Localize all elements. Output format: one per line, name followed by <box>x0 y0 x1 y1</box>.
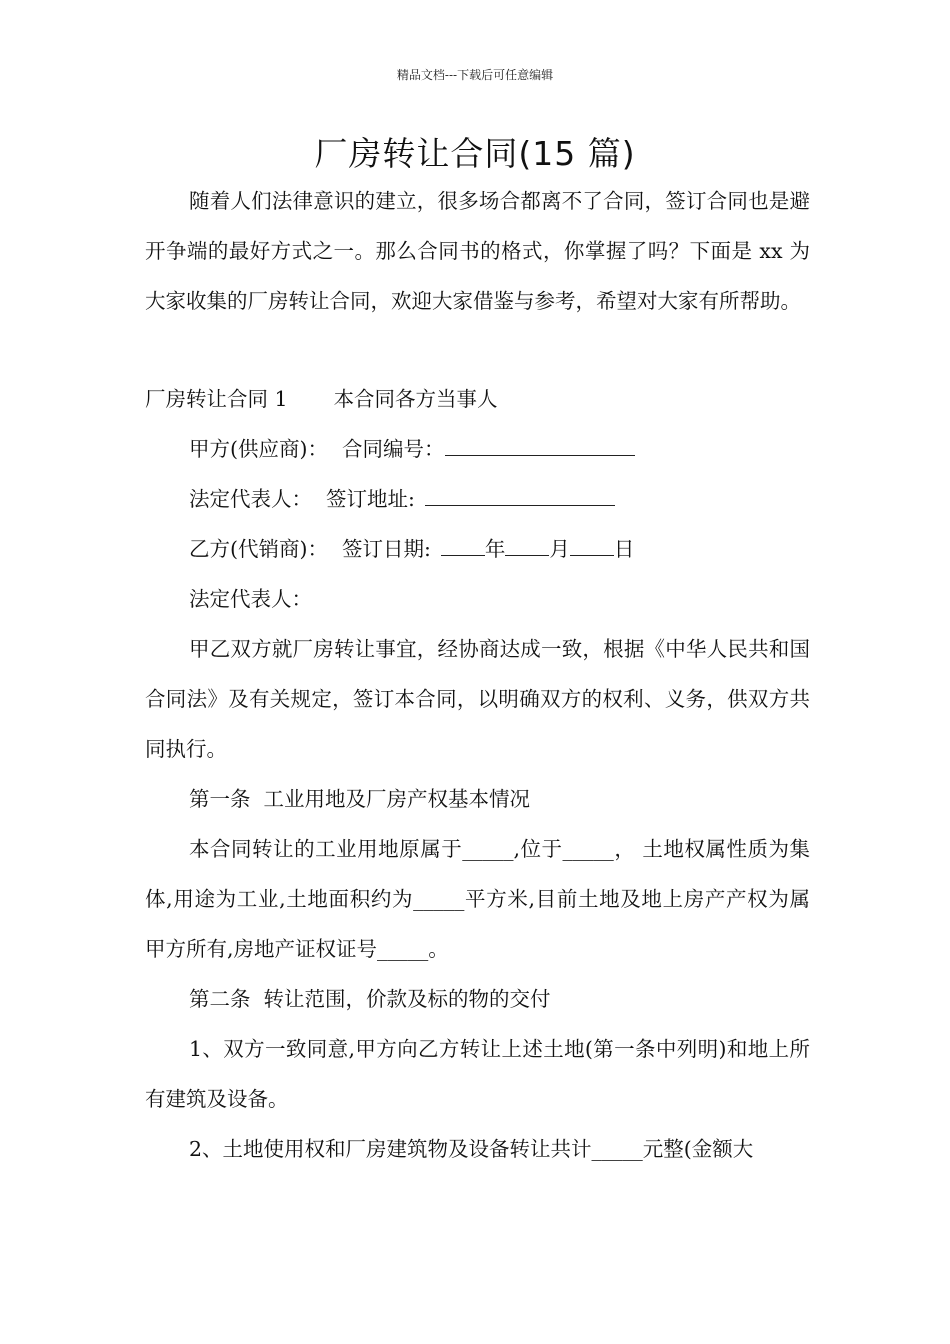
article-2-item-2: 2、土地使用权和厂房建筑物及设备转让共计_____元整(金额大 <box>189 1137 754 1161</box>
contract-heading: 厂房转让合同 1 <box>145 387 288 411</box>
rep-line-2 <box>145 574 810 624</box>
intro-paragraph: 随着人们法律意识的建立，很多场合都离不了合同，签订合同也是避开争端的最好方式之一。那么合同书的格式，你掌握了吗？下面是 xx 为大家收集的厂房转让合同，欢迎大家借鉴与参考，希望对大家有所帮助。 <box>145 189 810 313</box>
contract-heading-line <box>145 374 810 424</box>
sign-date-label: 签订日期: <box>342 537 431 561</box>
contract-no-label: 合同编号： <box>342 437 445 461</box>
party-a-line <box>145 424 810 474</box>
document-body <box>145 176 810 1174</box>
sign-place-label: 签订地址: <box>326 487 415 511</box>
page-header: 精品文档---下载后可任意编辑 <box>396 68 554 82</box>
rep-line <box>145 474 810 524</box>
rep-label-2: 法定代表人： <box>189 587 312 611</box>
article-1-body: 本合同转让的工业用地原属于_____,位于_____， 土地权属性质为集体,用途为工业,土地面积约为_____平方米,目前土地及地上房产产权为属甲方所有,房地产证权证号_____。 <box>145 837 810 961</box>
day-blank <box>570 533 614 556</box>
contract-no-blank <box>445 433 635 456</box>
rep-label: 法定代表人： <box>189 487 312 511</box>
preamble-paragraph: 甲乙双方就厂房转让事宜，经协商达成一致，根据《中华人民共和国合同法》及有关规定，签订本合同，以明确双方的权利、义务，供双方共同执行。 <box>145 637 810 761</box>
article-2-item-1: 1、双方一致同意,甲方向乙方转让上述土地(第一条中列明)和地上所有建筑及设备。 <box>145 1037 810 1111</box>
sign-place-blank <box>425 483 615 506</box>
day-label: 日 <box>613 537 635 561</box>
parties-label: 本合同各方当事人 <box>333 387 498 411</box>
month-label: 月 <box>549 537 570 561</box>
article-1-title: 第一条 工业用地及厂房产权基本情况 <box>189 787 531 811</box>
party-b-line <box>145 524 810 574</box>
year-blank <box>441 533 485 556</box>
year-label: 年 <box>484 537 506 561</box>
article-2-title: 第二条 转让范围，价款及标的物的交付 <box>189 987 551 1011</box>
paragraph-gap <box>145 326 810 374</box>
party-a-label: 甲方(供应商)： <box>189 437 328 461</box>
month-blank <box>505 533 549 556</box>
document-title: 厂房转让合同(15 篇) <box>314 134 636 173</box>
party-b-label: 乙方(代销商)： <box>189 537 328 561</box>
